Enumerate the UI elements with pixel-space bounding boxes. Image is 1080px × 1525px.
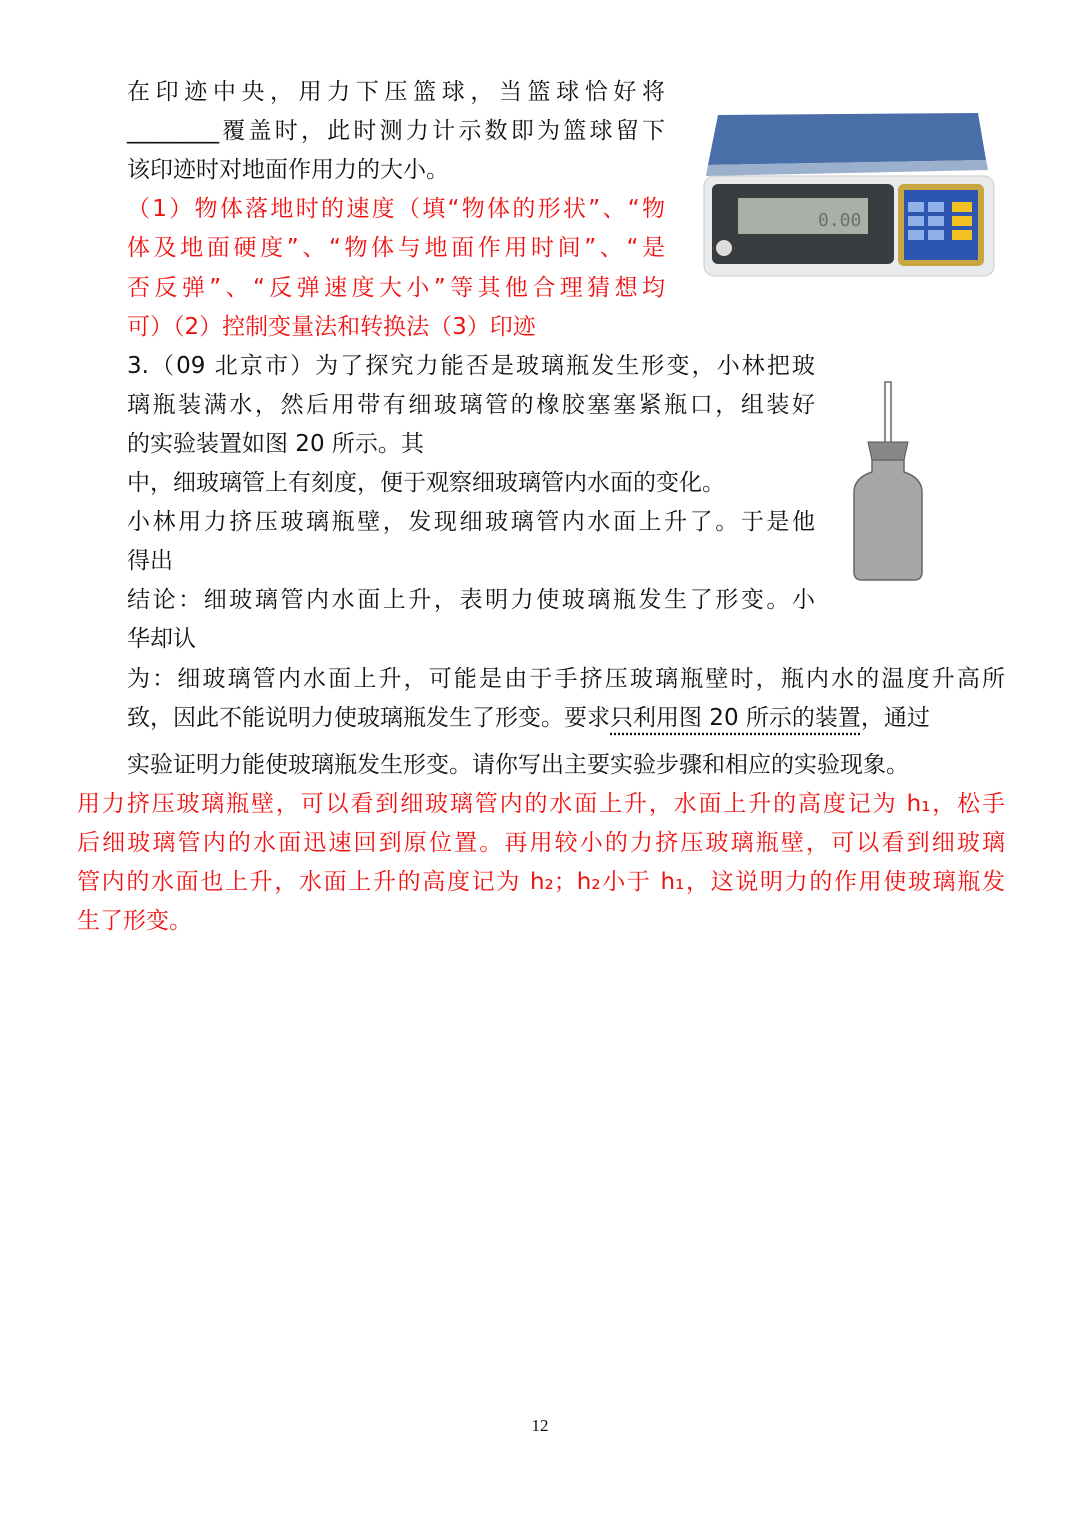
text-line: 3.（09 北京市）为了探究力能否是玻璃瓶发生形变，小林把玻 <box>127 353 815 379</box>
text-line: 为：细玻璃管内水面上升，可能是由于手挤压玻璃瓶壁时，瓶内水的温度升高所 <box>127 666 1005 692</box>
text-line: 结论：细玻璃管内水面上升，表明力使玻璃瓶发生了形变。小 <box>127 587 815 613</box>
electronic-scale-image <box>698 110 996 282</box>
answer-line: 否反弹”、“反弹速度大小”等其他合理猜想均 <box>127 275 665 301</box>
page-number: 12 <box>531 1416 549 1435</box>
text-line: 实验证明力能使玻璃瓶发生形变。请你写出主要实验步骤和相应的实验现象。 <box>127 752 909 778</box>
text-line: ________覆盖时，此时测力计示数即为篮球留下 <box>127 118 665 144</box>
answer-line: 可）（2）控制变量法和转换法（3）印迹 <box>127 314 536 340</box>
text-line: 华却认 <box>127 626 196 652</box>
answer-line: 管内的水面也上升，水面上升的高度记为 h₂；h₂小于 h₁，这说明力的作用使玻璃瓶发 <box>77 869 1005 895</box>
text-segment: 致，因此不能说明力使玻璃瓶发生了形变。要求 <box>127 705 610 731</box>
answer-line: 生了形变。 <box>77 908 192 934</box>
text-line: 璃瓶装满水，然后用带有细玻璃管的橡胶塞塞紧瓶口，组装好 <box>127 392 815 418</box>
emphasis-dotted: 只利用图 20 所示的装置 <box>610 705 861 731</box>
answer-line: 体及地面硬度”、“物体与地面作用时间”、“是 <box>127 235 665 261</box>
text-line: 该印迹时对地面作用力的大小。 <box>127 157 449 183</box>
text-line: 小林用力挤压玻璃瓶壁，发现细玻璃管内水面上升了。于是他 <box>127 509 815 535</box>
text-line: 中，细玻璃管上有刻度，便于观察细玻璃管内水面的变化。 <box>127 470 725 496</box>
answer-line: 用力挤压玻璃瓶壁，可以看到细玻璃管内的水面上升，水面上升的高度记为 h₁，松手 <box>77 791 1005 817</box>
text-line: 得出 <box>127 548 173 574</box>
text-line <box>127 703 1005 733</box>
answer-line: （1）物体落地时的速度（填“物体的形状”、“物 <box>127 196 665 222</box>
text-line: 的实验装置如图 20 所示。其 <box>127 431 424 457</box>
text-line: 在印迹中央，用力下压篮球，当篮球恰好将 <box>127 79 665 105</box>
text-segment: ，通过 <box>860 705 930 731</box>
glass-bottle-apparatus-image <box>848 380 928 585</box>
answer-line: 后细玻璃管内的水面迅速回到原位置。再用较小的力挤压玻璃瓶壁，可以看到细玻璃 <box>77 830 1005 856</box>
scale-display: 0.00 <box>818 210 862 231</box>
